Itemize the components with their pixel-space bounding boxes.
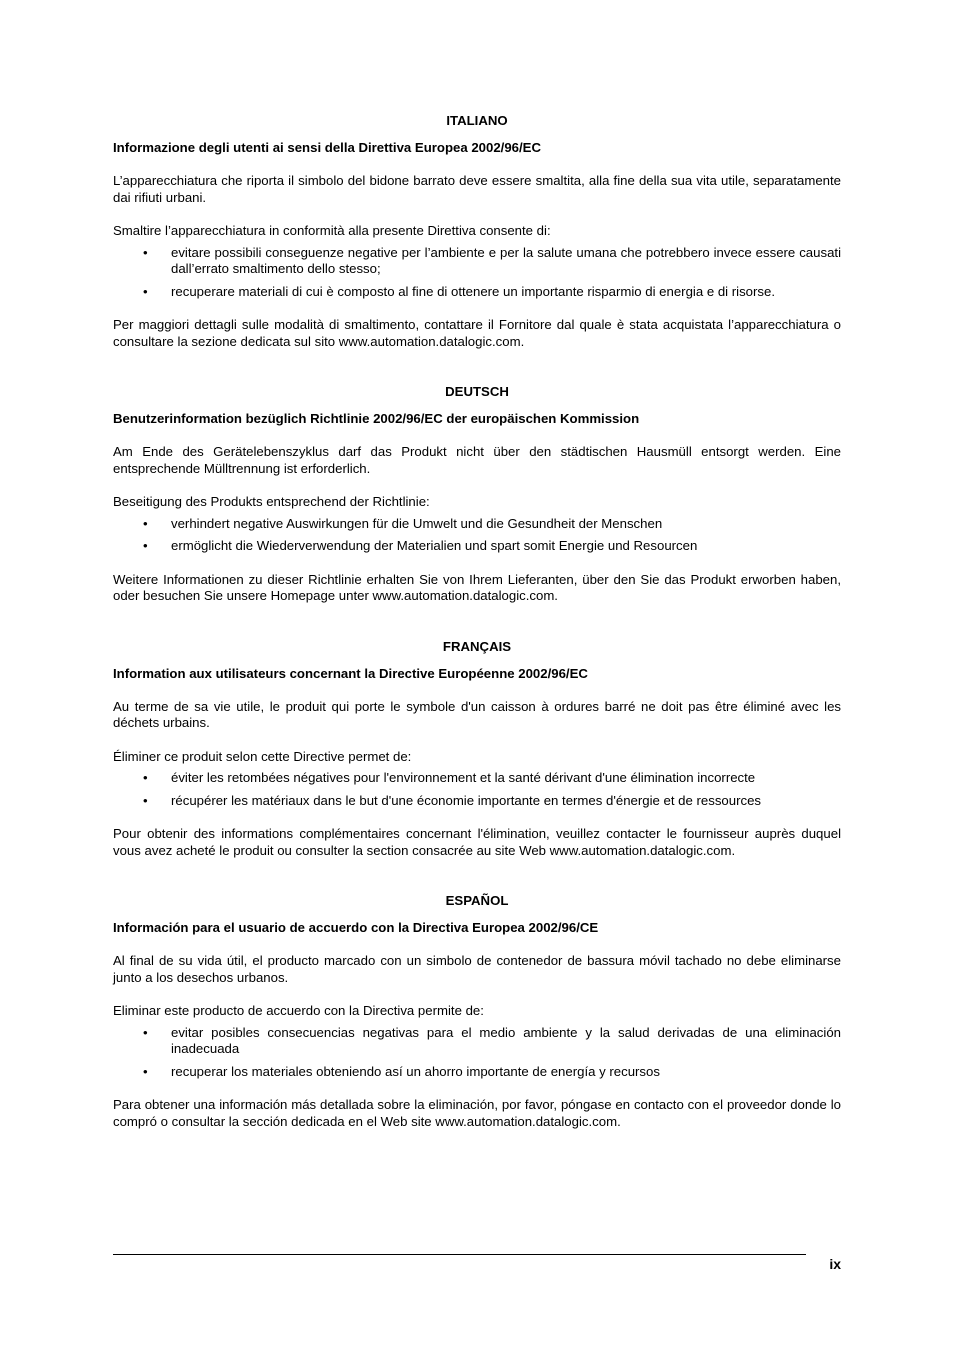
list-item-text: recuperar los materiales obteniendo así un ahorro importante de energía y recursos bbox=[171, 1063, 660, 1079]
section-subtitle: Información para el usuario de accuerdo con la Directiva Europea 2002/96/CE bbox=[113, 920, 599, 935]
bullet-icon: • bbox=[143, 792, 148, 808]
bullet-list bbox=[113, 770, 841, 809]
section-subtitle: Benutzerinformation bezüglich Richtlinie 2002/96/EC der europäischen Kommission bbox=[113, 411, 640, 426]
section-heading: ESPAÑOL bbox=[445, 893, 509, 908]
list-intro: Éliminer ce produit selon cette Directive permet de: bbox=[113, 748, 412, 764]
section-francais bbox=[113, 639, 841, 860]
paragraph: Au terme de sa vie utile, le produit qui porte le symbole d'un caisson à ordures barré ne doit pas être éliminé avec les déchets urbains. bbox=[113, 698, 841, 730]
bullet-icon: • bbox=[143, 1024, 148, 1040]
list-item-text: verhindert negative Auswirkungen für die Umwelt und die Gesundheit der Menschen bbox=[171, 515, 663, 531]
section-italiano bbox=[113, 113, 841, 350]
list-intro: Smaltire l’apparecchiatura in conformità alla presente Direttiva consente di: bbox=[113, 223, 551, 238]
list-item bbox=[113, 770, 841, 787]
document-body bbox=[113, 113, 841, 1164]
list-intro: Eliminar este producto de accuerdo con la Directiva permite de: bbox=[113, 1003, 484, 1018]
list-item-text: recuperare materiali di cui è composto al fine di ottenere un importante risparmio di energia e di risorse. bbox=[171, 283, 775, 299]
paragraph: Am Ende des Gerätelebenszyklus darf das Produkt nicht über den städtischen Hausmüll entsorgt werden. Eine entsprechende Mülltrennung ist erforderlich. bbox=[113, 444, 841, 476]
paragraph: Pour obtenir des informations complémentaires concernant l'élimination, veuillez contacter le fournisseur auprès duquel vous avez acheté le produit ou consulter la section consacrée au site Web www.automation.datalogic.com. bbox=[113, 826, 841, 858]
paragraph: Al final de su vida útil, el producto marcado con un simbolo de contenedor de bassura móvil tachado no debe eliminarse junto a los desechos urbanos. bbox=[113, 953, 841, 985]
footer-divider bbox=[113, 1254, 806, 1255]
paragraph: L’apparecchiatura che riporta il simbolo del bidone barrato deve essere smaltita, alla fine della sua vita utile, separatamente dai rifiuti urbani. bbox=[113, 173, 841, 205]
bullet-list bbox=[113, 516, 841, 555]
paragraph: Weitere Informationen zu dieser Richtlinie erhalten Sie von Ihrem Lieferanten, über den Sie das Produkt erworben haben, oder besuchen Sie unsere Homepage unter www.automation.datalogic.com. bbox=[113, 571, 841, 603]
list-item bbox=[113, 284, 841, 301]
list-item bbox=[113, 538, 841, 555]
list-item bbox=[113, 793, 841, 810]
list-item-text: éviter les retombées négatives pour l'environnement et la santé dérivant d'une élimination incorrecte bbox=[171, 770, 756, 785]
section-heading: DEUTSCH bbox=[445, 384, 509, 399]
paragraph: Per maggiori dettagli sulle modalità di smaltimento, contattare il Fornitore dal quale è stata acquistata l’apparecchiatura o consultare la sezione dedicata sul sito www.automation.datalogic.com. bbox=[113, 317, 841, 349]
bullet-list bbox=[113, 1025, 841, 1081]
paragraph: Para obtener una información más detallada sobre la eliminación, por favor, póngase en contacto con el proveedor donde lo compró o consultar la sección dedicada en el Web site www.automation.datalogic.com. bbox=[113, 1097, 841, 1129]
section-subtitle: Informazione degli utenti ai sensi della Direttiva Europea 2002/96/EC bbox=[113, 140, 541, 155]
bullet-icon: • bbox=[143, 770, 148, 785]
list-item-text: evitare possibili conseguenze negative per l’ambiente e per la salute umana che potrebbero invece essere causati dall’errato smaltimento dello stesso; bbox=[171, 244, 841, 276]
list-item-text: récupérer les matériaux dans le but d'une économie importante en termes d'énergie et de ressources bbox=[171, 792, 762, 808]
bullet-icon: • bbox=[143, 244, 148, 260]
list-item bbox=[113, 1064, 841, 1081]
bullet-icon: • bbox=[143, 515, 148, 531]
section-espanol bbox=[113, 893, 841, 1130]
list-item bbox=[113, 516, 841, 533]
bullet-icon: • bbox=[143, 1063, 148, 1079]
section-deutsch bbox=[113, 384, 841, 605]
list-item-text: evitar posibles consecuencias negativas para el medio ambiente y la salud derivadas de una eliminación inadecuada bbox=[171, 1024, 841, 1056]
section-heading: ITALIANO bbox=[446, 113, 508, 128]
list-intro: Beseitigung des Produkts entsprechend der Richtlinie: bbox=[113, 494, 430, 509]
list-item bbox=[113, 245, 841, 278]
section-subtitle: Information aux utilisateurs concernant la Directive Européenne 2002/96/EC bbox=[113, 665, 588, 681]
bullet-list bbox=[113, 245, 841, 301]
list-item bbox=[113, 1025, 841, 1058]
list-item-text: ermöglicht die Wiederverwendung der Materialien und spart somit Energie und Resourcen bbox=[171, 538, 698, 553]
page-number: ix bbox=[829, 1256, 841, 1272]
bullet-icon: • bbox=[143, 283, 148, 299]
section-heading: FRANÇAIS bbox=[442, 638, 512, 654]
bullet-icon: • bbox=[143, 538, 148, 553]
